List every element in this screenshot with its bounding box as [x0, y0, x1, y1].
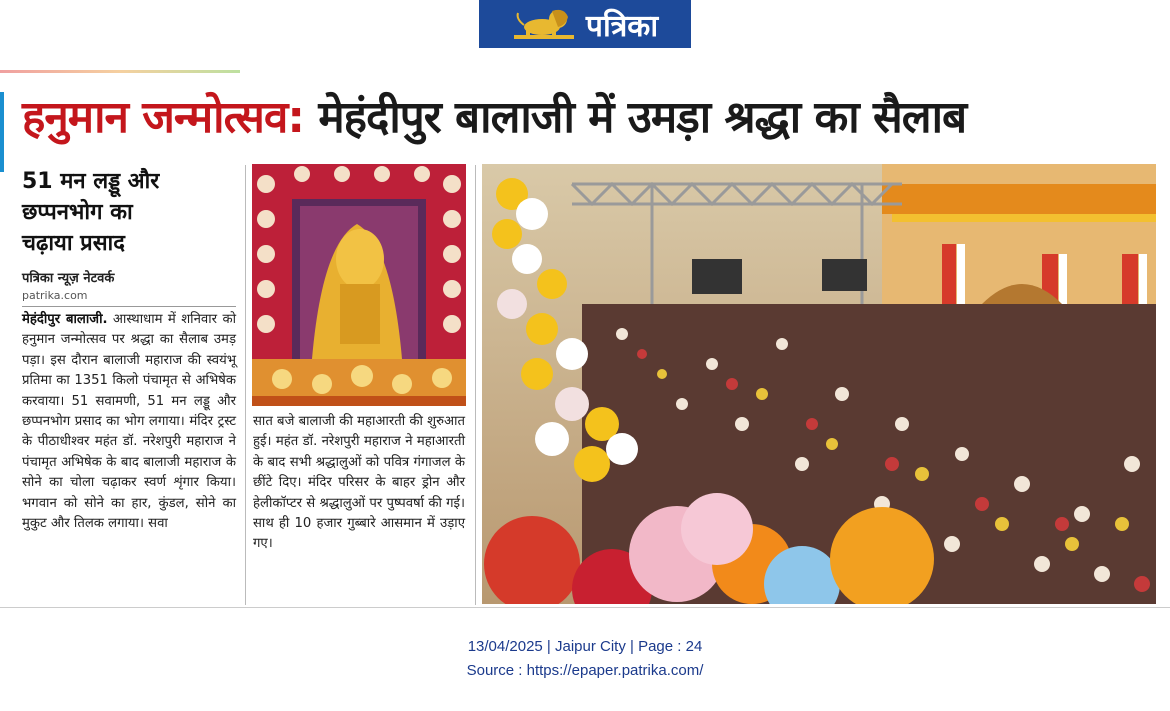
crowd-photo [482, 164, 1156, 604]
source-link[interactable]: Source : https://epaper.patrika.com/ [466, 662, 704, 679]
dateline: मेहंदीपुर बालाजी. [22, 312, 108, 327]
article-text-1: आस्थाधाम में शनिवार को हनुमान जन्मोत्सव पर श्रद्धा का सैलाब उमड़ पड़ा। इस दौरान बालाजी महाराज की स्वयंभू प्रतिमा का 1351 किलो पंचामृत से अभिषेक करवाया। 51 सवामणी, 51 मन लड्डू और छप्पनभोग प्रसाद का भोग लगाया। मंदिर ट्रस्ट के पीठाधीश्वर महंत डॉ. नरेशपुरी महाराज ने पंचामृत अभिषेक के बाद बालाजी महाराज के सोने का चोला चढ़ाकर स्वर्ण शृंगार किया। भगवान को सोने का हार, कुंडल, सोने का मुकुट और तिलक लगाया। सवा [22, 312, 236, 532]
subhead-line: 51 मन लड्डू और [22, 169, 160, 194]
decorative-rule [0, 70, 240, 73]
column-divider [475, 165, 476, 605]
byline-site: patrika.com [22, 289, 88, 302]
headline [22, 88, 966, 148]
section-accent-bar [0, 92, 4, 172]
footer-rule [0, 607, 1170, 608]
footer [0, 635, 1170, 683]
column-divider [245, 165, 246, 605]
subhead-line: छप्पनभोग का [22, 200, 133, 225]
masthead-logo [479, 0, 691, 48]
article-column-2: सात बजे बालाजी की महाआरती की शुरुआत हुई। महंत डॉ. नरेशपुरी महाराज ने महाआरती के बाद सभी श्रद्धालुओं को पवित्र गंगाजल के छींटे दिए। मंदिर परिसर के बाहर ड्रोन और हेलीकॉप्टर से श्रद्धालुओं पर पुष्पवर्षा की गई। साथ ही 10 हजार गुब्बारे आसमान में उड़ाए गए। [253, 414, 465, 552]
headline-kicker: हनुमान जन्मोत्सव [22, 92, 288, 143]
brand-name: पत्रिका [585, 8, 659, 44]
headline-title: मेहंदीपुर बालाजी में उमड़ा श्रद्धा का सैलाब [318, 92, 967, 143]
headline-separator: : [287, 92, 304, 143]
lion-logo-icon [512, 7, 576, 41]
column-rule [22, 306, 236, 307]
article-column-1 [22, 310, 236, 534]
byline-agency: पत्रिका न्यूज़ नेटवर्क [22, 271, 115, 286]
edition-info: 13/04/2025 | Jaipur City | Page : 24 [467, 638, 703, 655]
subhead-line: चढ़ाया प्रसाद [22, 231, 125, 256]
idol-photo [252, 164, 466, 406]
subheadline [22, 166, 242, 259]
